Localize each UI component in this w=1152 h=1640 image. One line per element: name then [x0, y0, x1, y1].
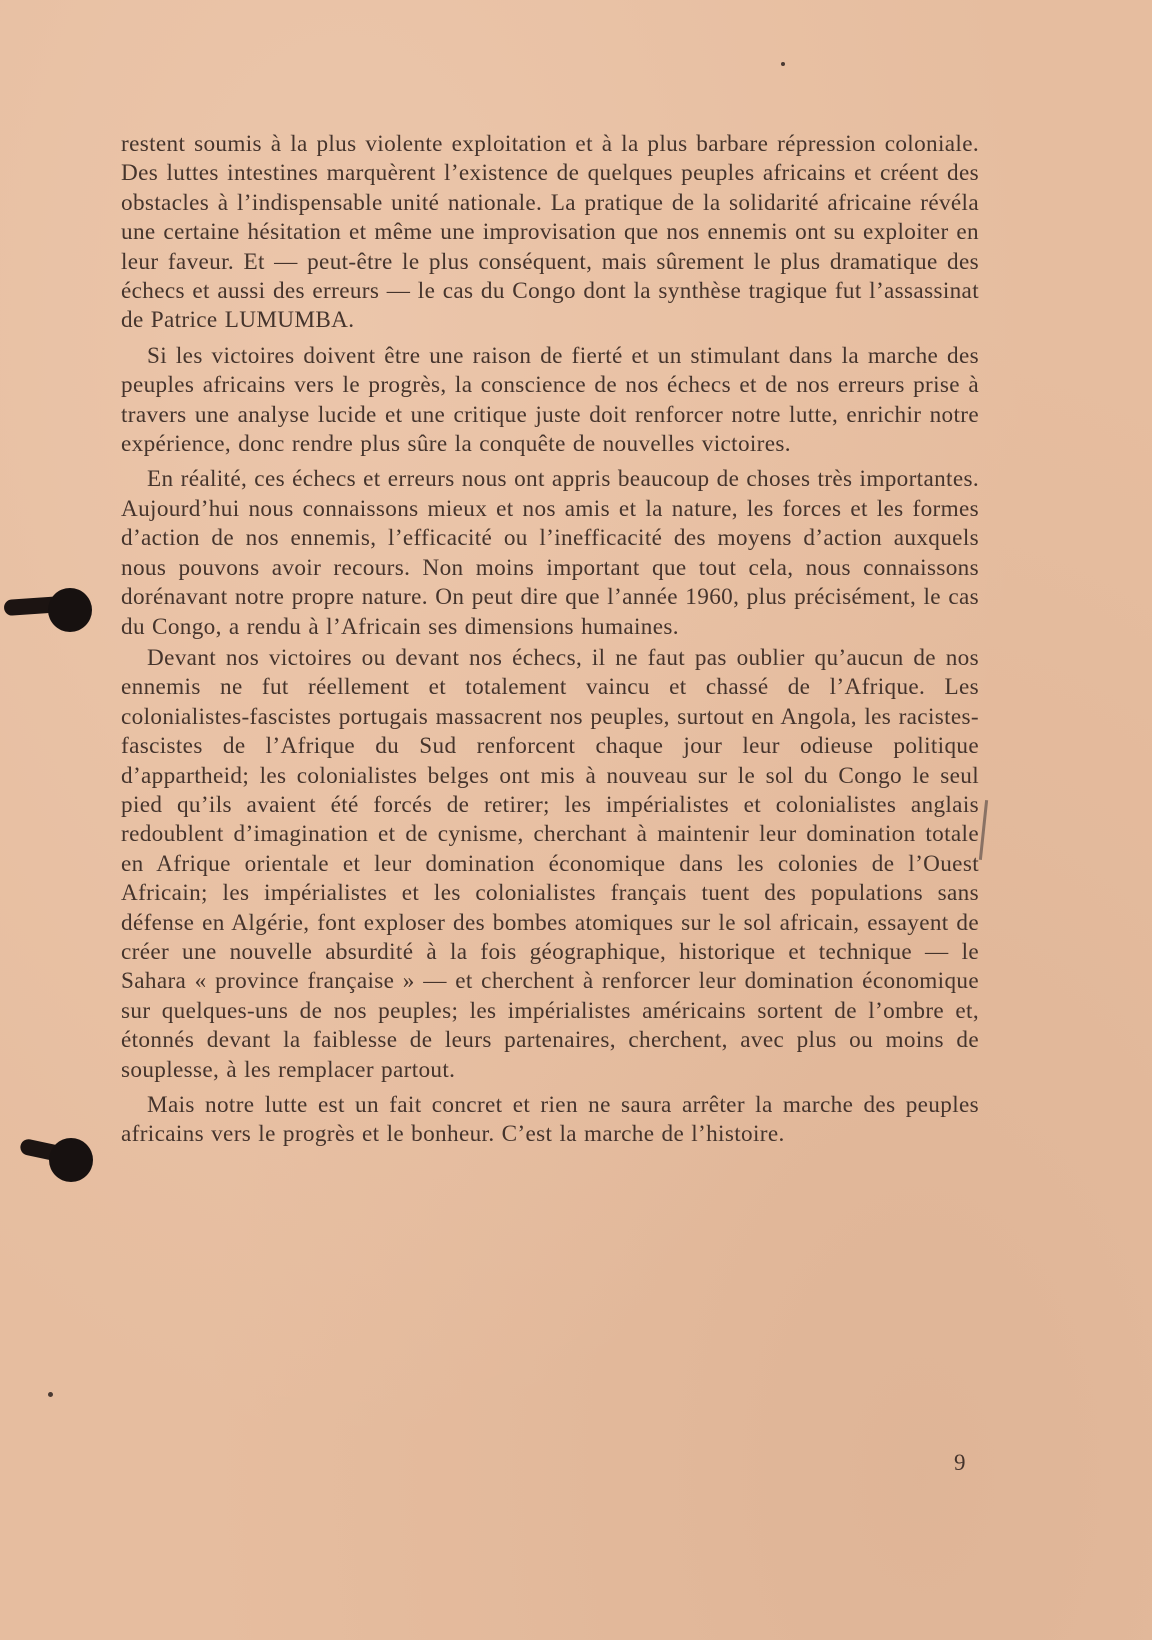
paragraph-conclusion: Mais notre lutte est un fait concret et rien ne saura arrêter la marche des peuples africains vers le progrès et le bonheur. C’est la marche de l’histoire.	[121, 1092, 979, 1148]
paragraph-victories: Si les victoires doivent être une raison de fierté et un stimulant dans la marche des peuples africains vers le progrès, la conscience de nos échecs et de nos erreurs prise à travers une analyse lucide et une critique juste doit renforcer notre lutte, enrichir notre expérience, donc rendre plus sûre la conquête de nouvelles victoires.	[121, 342, 979, 458]
paragraph-continuation: restent soumis à la plus violente exploitation et à la plus barbare répression coloniale. Des luttes intestines marquèrent l’existence de quelques peuples africains et créent des obstacles à l’indispensable unité nationale. La pratique de la solidarité africaine révéla une certaine hésitation et même une improvisation que nos ennemis ont su exploiter en leur faveur. Et — peut-être le plus conséquent, mais sûrement le plus dramatique des échecs et aussi des erreurs — le cas du Congo dont la synthèse tragique fut l’assassinat de Patrice LUMUMBA.	[121, 131, 979, 334]
ink-speck	[781, 62, 785, 66]
binder-hole-bottom	[49, 1138, 93, 1182]
body-text	[121, 130, 979, 1156]
binder-hole-top	[48, 588, 92, 632]
margin-pencil-mark	[979, 800, 988, 860]
paragraph-enemies: Devant nos victoires ou devant nos échecs, il ne faut pas oublier qu’aucun de nos ennemis ne fut réellement et totalement vaincu et chassé de l’Afrique. Les colonialistes-fascistes portugais massacrent nos peuples, surtout en Angola, les racistes-fascistes de l’Afrique du Sud renforcent chaque jour leur odieuse politique d’appartheid; les colonialistes belges ont mis à nouveau sur le sol du Congo le seul pied qu’ils avaient été forcés de retirer; les impérialistes et colonialistes anglais redoublent d’imagination et de cynisme, cherchant à maintenir leur domination totale en Afrique orientale et leur domination économique dans les colonies de l’Ouest Africain; les impérialistes et les colonialistes français tuent des populations sans défense en Algérie, font exploser des bombes atomiques sur le sol africain, essayent de créer une nouvelle absurdité à la fois géographique, historique et technique — le Sahara « province française » — et cherchent à renforcer leur domination économique sur quelques-uns de nos peuples; les impérialistes américains sortent de l’ombre et, étonnés devant la faiblesse de leurs partenaires, cherchent, avec plus ou moins de souplesse, à les remplacer partout.	[121, 644, 979, 1083]
page-number: 9	[954, 1450, 966, 1475]
ink-speck	[48, 1392, 53, 1397]
paragraph-lessons: En réalité, ces échecs et erreurs nous ont appris beaucoup de choses très importantes. Aujourd’hui nous connaissons mieux et nos amis et la nature, les forces et les formes d’action de nos ennemis, l’efficacité ou l’inefficacité des moyens d’action auxquels nous pouvons avoir recours. Non moins important que tout cela, nous connaissons dorénavant notre propre nature. On peut dire que l’année 1960, plus précisément, le cas du Congo, a rendu à l’Africain ses dimensions humaines.	[121, 466, 979, 640]
